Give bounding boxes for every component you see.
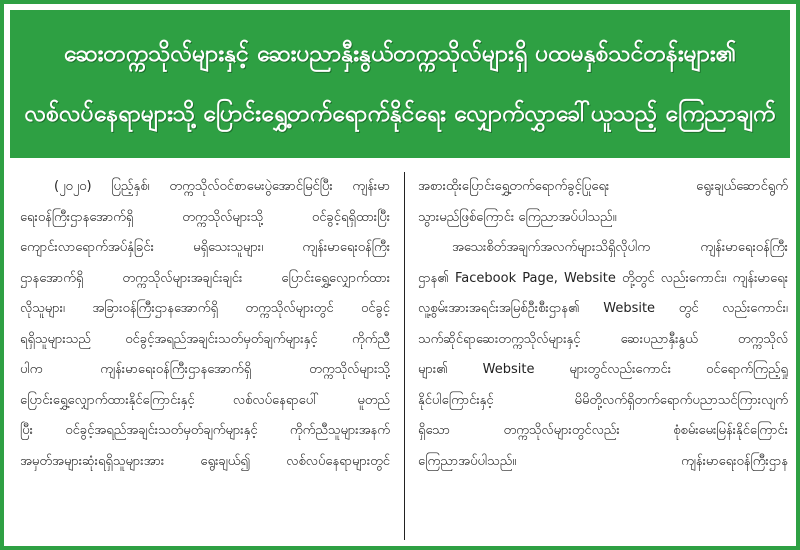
right-line-7: များ၏ Website များတွင်လည်းကောင်း ဝင်ရောက်ကြည့်ရှု — [418, 362, 788, 377]
left-line-5: လိုသူများ၊ အခြားဝန်ကြီးဌာနအောက်ရှိ တက္ကသိုလ်များတွင် ဝင်ခွင့် — [20, 301, 390, 316]
left-line-7: ပါက ကျန်းမာရေးဝန်ကြီးဌာနအောက်ရှိ တက္ကသိုလ်များသို့ — [20, 362, 390, 377]
right-line-8: နိုင်ပါကြောင်းနှင့် မိမိတို့လက်ရှိတက်ရောက်ပညာသင်ကြားလျက် — [418, 392, 788, 408]
right-line-10 — [418, 447, 788, 478]
right-line-4: ဌာန၏ Facebook Page, Website တို့တွင် လည်းကောင်း၊ ကျန်းမာရေး — [418, 270, 788, 286]
left-column — [20, 172, 390, 477]
left-line-9: ပြီး ဝင်ခွင့်အရည်အချင်းသတ်မှတ်ချက်များနှင့် ကိုက်ညီသူများအနက် — [20, 423, 390, 438]
right-line-5: လူ့စွမ်းအားအရင်းအမြစ်ဦးစီးဌာန၏ Website တွင် လည်းကောင်း၊ — [418, 301, 788, 316]
left-line-10: အမှတ်အများဆုံးရရှိသူများအား ရွေးချယ်၍ လစ်လပ်နေရာများတွင် — [20, 453, 390, 469]
right-line-1: အစားထိုးပြောင်းရွှေ့တက်ရောက်ခွင့်ပြုရေး ရွေးချယ်ဆောင်ရွက် — [418, 179, 788, 194]
column-divider — [404, 172, 405, 540]
right-line-6: သက်ဆိုင်ရာဆေးတက္ကသိုလ်များနှင့် ဆေးပညာနှီးနွယ် တက္ကသိုလ် — [418, 331, 788, 347]
left-line-1: (၂၀၂၀) ပြည့်နှစ်၊ တက္ကသိုလ်ဝင်စာမေးပွဲအောင်မြင်ပြီး ကျန်းမာ — [54, 179, 390, 194]
issuer-signature: ကျန်းမာရေးဝန်ကြီးဌာန — [681, 453, 788, 469]
left-line-8: ပြောင်းရွှေ့လျှောက်ထားနိုင်ကြောင်းနှင့် လစ်လပ်နေရာပေါ် မူတည် — [20, 392, 390, 408]
left-line-2: ရေးဝန်ကြီးဌာနအောက်ရှိ တက္ကသိုလ်များသို့ ဝင်ခွင့်ရရှိထားပြီး — [20, 209, 390, 225]
headline-line-2: လစ်လပ်နေရာများသို့ ပြောင်းရွှေ့တက်ရောက်နိုင်ရေး လျှောက်လွှာခေါ်ယူသည့် ကြေညာချက် — [24, 101, 776, 127]
right-column — [418, 172, 788, 477]
headline-line-1: ဆေးတက္ကသိုလ်များနှင့် ဆေးပညာနှီးနွယ်တက္ကသိုလ်များရှိ ပထမနှစ်သင်တန်းများ၏ — [63, 41, 737, 67]
closing-statement: ကြေညာအပ်ပါသည်။ — [418, 453, 517, 469]
right-line-2: သွားမည်ဖြစ်ကြောင်း ကြေညာအပ်ပါသည်။ — [418, 209, 617, 225]
left-line-6: ရရှိသူများသည် ဝင်ခွင့်အရည်အချင်းသတ်မှတ်ချက်များနှင့် ကိုက်ညီ — [20, 331, 390, 347]
right-line-3: အသေးစိတ်အချက်အလက်များသိရှိလိုပါက ကျန်းမာရေးဝန်ကြီး — [452, 240, 788, 255]
headline-banner — [10, 10, 790, 158]
left-line-3: ကျောင်းလာရောက်အပ်နှံခြင်း မရှိသေးသူများ၊ ကျန်းမာရေးဝန်ကြီး — [20, 240, 390, 255]
left-line-4: ဌာနအောက်ရှိ တက္ကသိုလ်များအချင်းချင်း ပြောင်းရွှေ့လျှောက်ထား — [20, 270, 390, 286]
right-line-9: ရှိသော တက္ကသိုလ်များတွင်လည်း စုံစမ်းမေးမြန်းနိုင်ကြောင်း — [418, 423, 788, 438]
article-body — [20, 172, 788, 542]
